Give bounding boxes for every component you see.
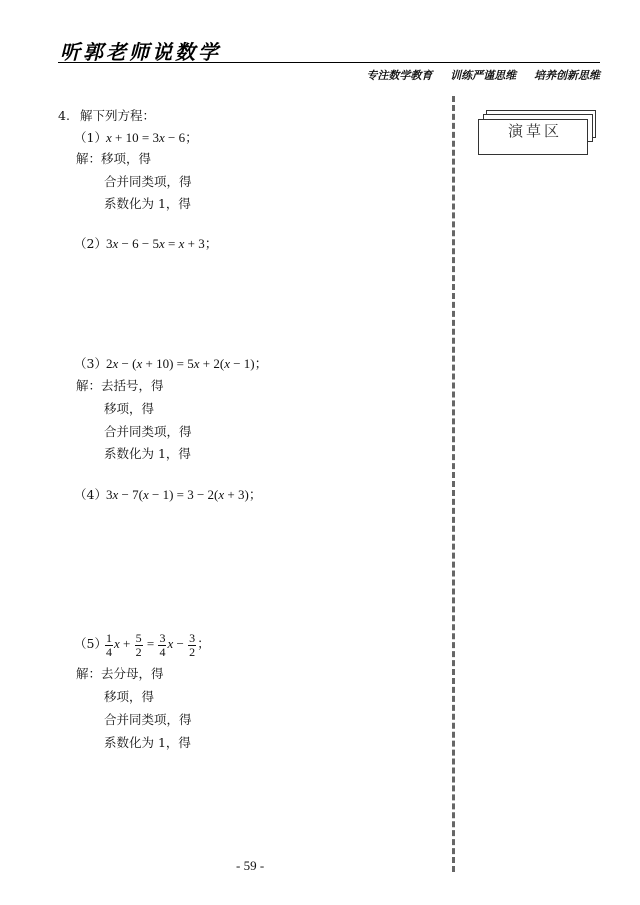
item-1-equation: x + 10 = 3x − 6； [106, 130, 199, 145]
page-number: - 59 - [236, 858, 265, 873]
header-slogan: 专注数学教育 训练严谨思维 培养创新思维 [366, 69, 600, 82]
question-number: 4. [58, 108, 70, 123]
item-5-equation: $\frac{1}{4}$ x + $\frac{5}{2}$ = $\frac{3}{4}$ x − $\frac{3}{2}$ ； [106, 630, 211, 659]
draft-area-label: 演草区 [507, 122, 562, 140]
fraction-1-4: $\frac{1}{4}$ [106, 630, 112, 659]
item-3-step-2: 移项，得 [104, 401, 155, 416]
item-2-equation: 3x − 6 − 5x = x + 3； [106, 236, 218, 251]
item-3-step-4: 系数化为 1，得 [104, 446, 191, 461]
fraction-5-2: $\frac{5}{2}$ [135, 630, 142, 659]
item-4-equation: 3x − 7(x − 1) = 3 − 2(x + 3)； [106, 487, 262, 502]
item-3-step-3: 合并同类项，得 [104, 424, 192, 439]
item-3-equation: 2x − (x + 10) = 5x + 2(x − 1)； [106, 356, 268, 371]
header-title: 听郭老师说数学 [60, 40, 221, 64]
item-4-label: （4） [74, 487, 107, 502]
item-5-step-4: 系数化为 1，得 [104, 735, 191, 750]
item-5-step-1: 解：去分母，得 [76, 666, 164, 681]
fraction-3-4: $\frac{3}{4}$ [159, 630, 166, 659]
item-5-label: （5） [74, 636, 107, 651]
item-1-step-1: 解：移项，得 [76, 151, 152, 166]
header-divider [58, 62, 600, 63]
fraction-3-2: $\frac{3}{2}$ [189, 630, 196, 659]
item-1-label: （1） [74, 130, 107, 145]
item-1-step-2: 合并同类项，得 [104, 174, 192, 189]
item-3-label: （3） [74, 356, 107, 371]
margin-divider [452, 96, 455, 872]
item-1-step-3: 系数化为 1，得 [104, 196, 191, 211]
item-2-label: （2） [74, 236, 107, 251]
item-5-step-3: 合并同类项，得 [104, 712, 192, 727]
item-3-step-1: 解：去括号，得 [76, 378, 164, 393]
item-5-step-2: 移项，得 [104, 689, 155, 704]
question-title: 解下列方程： [80, 108, 156, 123]
